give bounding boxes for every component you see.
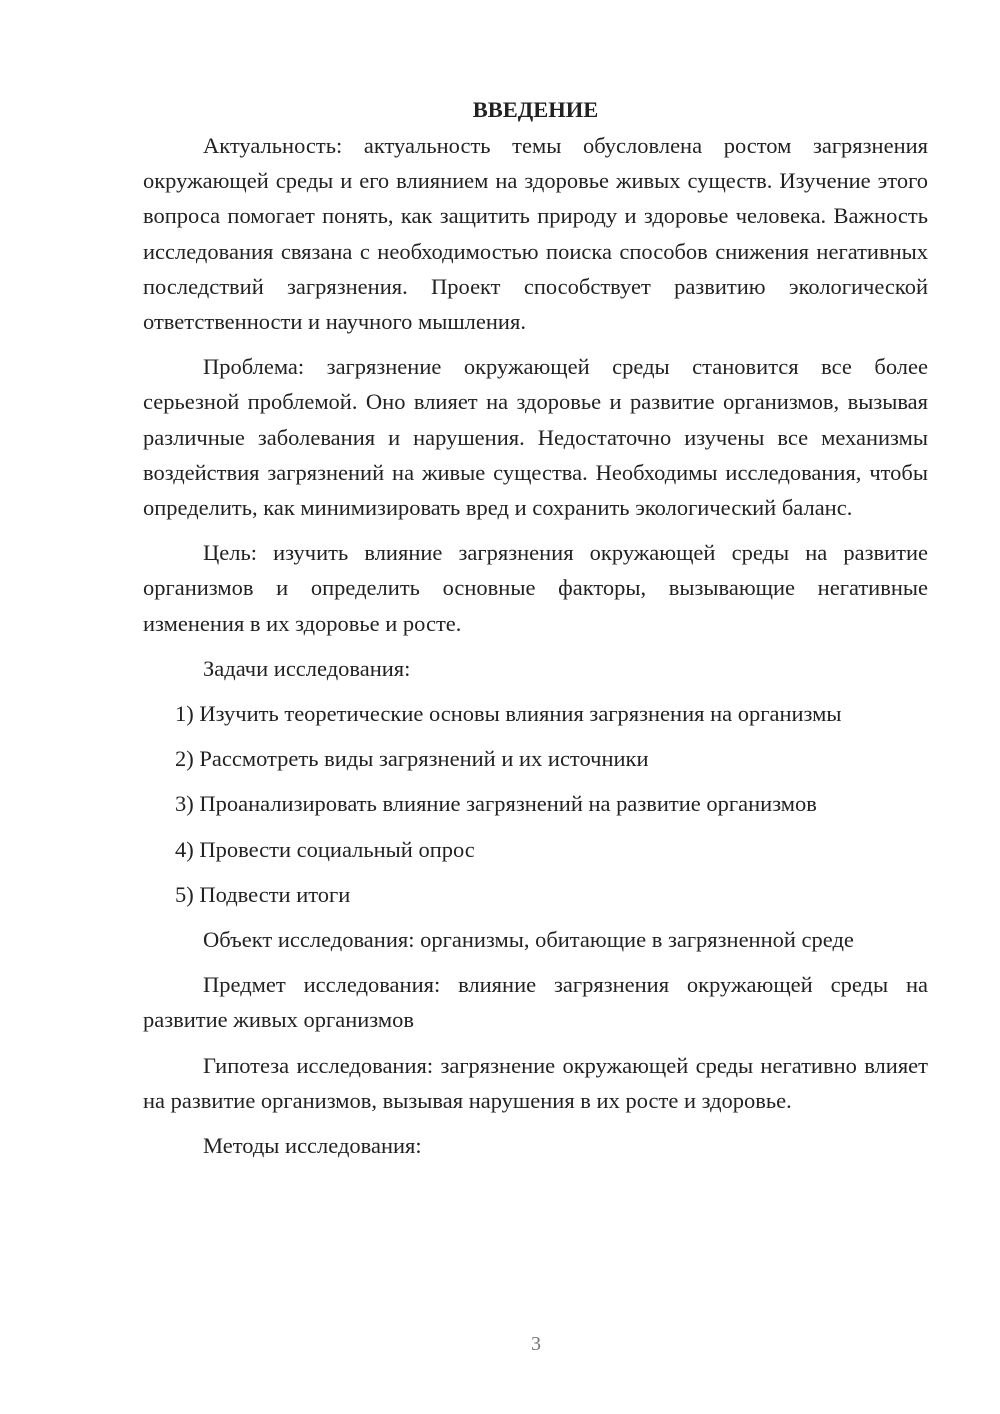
task-item: 3) Проанализировать влияние загрязнений на развитие организмов bbox=[175, 791, 817, 817]
page-number: 3 bbox=[531, 1333, 541, 1355]
research-subject: Предмет исследования: влияние загрязнения окружающей среды на развитие живых организмов bbox=[143, 972, 928, 1033]
document-body bbox=[143, 92, 928, 1173]
tasks-list bbox=[143, 696, 928, 912]
research-hypothesis: Гипотеза исследования: загрязнение окружающей среды негативно влияет на развитие организмов, вызывая нарушения в их росте и здоровье. bbox=[143, 1052, 928, 1113]
relevance-paragraph: Актуальность: актуальность темы обусловлена ростом загрязнения окружающей среды и его влиянием на здоровье живых существ. Изучение этого вопроса помогает понять, как защитить природу и здоровье человека. Важность исследования связана с необходимостью поиска способов снижения негативных последствий загрязнения. Проект способствует развитию экологической ответственности и научного мышления. bbox=[143, 133, 928, 335]
goal-paragraph: Цель: изучить влияние загрязнения окружающей среды на развитие организмов и определить основные факторы, вызывающие негативные изменения в их здоровье и росте. bbox=[143, 540, 928, 636]
task-item: 5) Подвести итоги bbox=[175, 881, 351, 907]
task-item: 2) Рассмотреть виды загрязнений и их источники bbox=[175, 746, 649, 772]
tasks-heading: Задачи исследования: bbox=[203, 655, 411, 681]
problem-paragraph: Проблема: загрязнение окружающей среды становится все более серьезной проблемой. Оно влияет на здоровье и развитие организмов, вызывая различные заболевания и нарушения. Недостаточно изучены все механизмы воздействия загрязнений на живые существа. Необходимы исследования, чтобы определить, как минимизировать вред и сохранить экологический баланс. bbox=[143, 354, 928, 521]
methods-heading: Методы исследования: bbox=[203, 1133, 422, 1159]
task-item: 4) Провести социальный опрос bbox=[175, 836, 475, 862]
task-item: 1) Изучить теоретические основы влияния загрязнения на организмы bbox=[175, 701, 842, 727]
page-title: ВВЕДЕНИЕ bbox=[472, 97, 599, 122]
research-object: Объект исследования: организмы, обитающие в загрязненной среде bbox=[203, 927, 854, 953]
